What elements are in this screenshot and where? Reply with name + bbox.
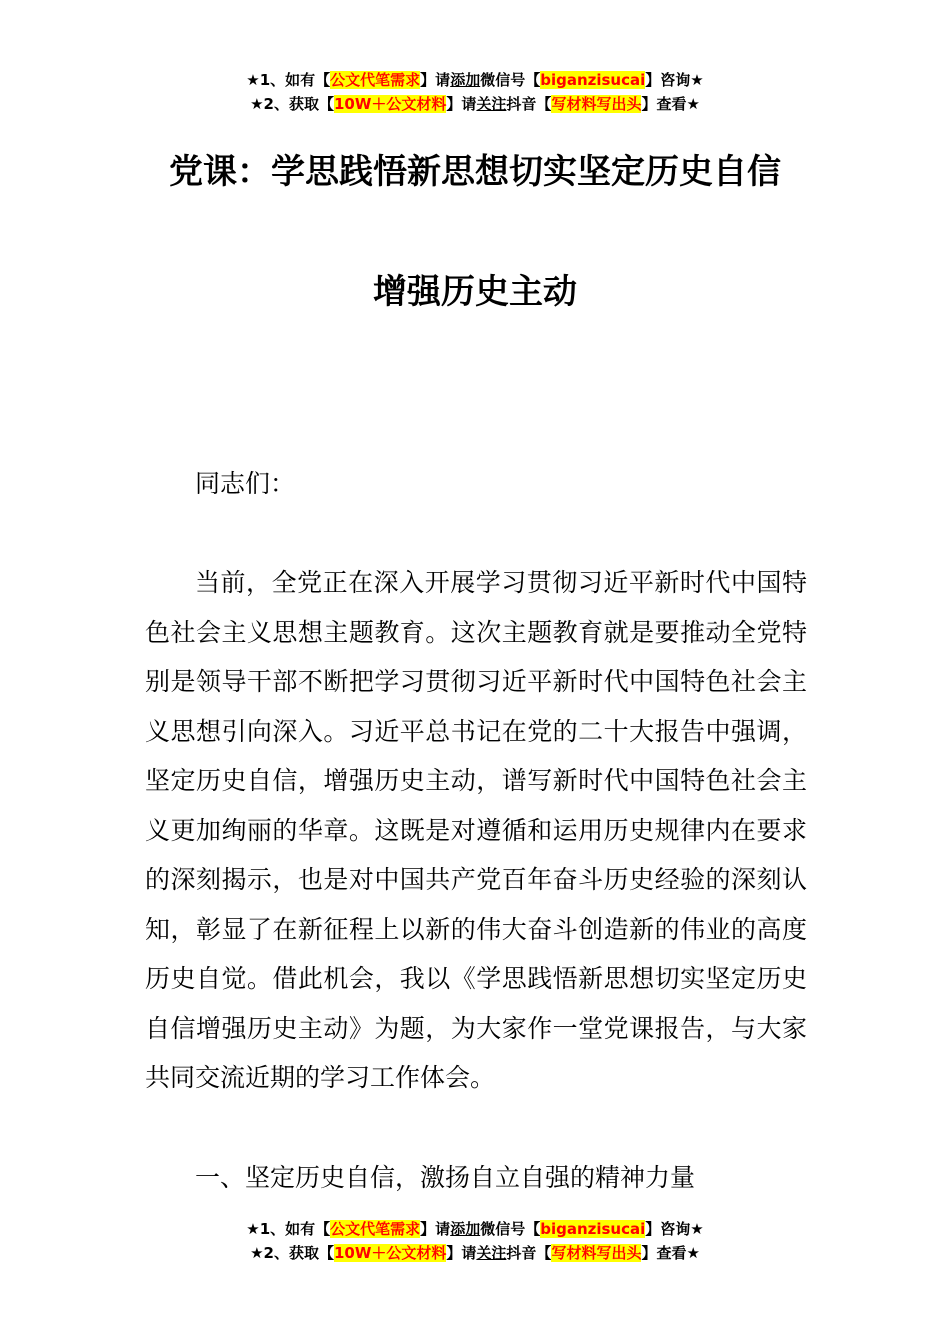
footer-notice <box>0 1217 950 1265</box>
highlight-materials: 10W＋公文材料 <box>333 95 447 113</box>
document-title-line-1: 党课：学思践悟新思想切实坚定历史自信 <box>169 152 781 192</box>
notice-line-2: ★2、获取【10W＋公文材料】请关注抖音【写材料写出头】查看★ <box>250 1244 700 1262</box>
greeting: 同志们： <box>195 469 296 498</box>
document-title-line-2: 增强历史主动 <box>373 272 577 312</box>
header-notice <box>0 68 950 116</box>
highlight-douyin-account: 写材料写出头 <box>551 1244 642 1262</box>
highlight-service: 公文代笔需求 <box>330 71 421 89</box>
highlight-wechat-id: biganzisucai <box>540 71 646 89</box>
notice-line-2: ★2、获取【10W＋公文材料】请关注抖音【写材料写出头】查看★ <box>250 95 700 113</box>
section-heading: 一、坚定历史自信，激扬自立自强的精神力量 <box>195 1163 696 1192</box>
highlight-wechat-id: biganzisucai <box>540 1220 646 1238</box>
highlight-douyin-account: 写材料写出头 <box>551 95 642 113</box>
notice-line-1: ★1、如有【公文代笔需求】请添加微信号【biganzisucai】咨询★ <box>246 1220 704 1238</box>
highlight-materials: 10W＋公文材料 <box>333 1244 447 1262</box>
body-paragraph: 当前，全党正在深入开展学习贯彻习近平新时代中国特色社会主义思想主题教育。这次主题教育就是要推动全党特别是领导干部不断把学习贯彻习近平新时代中国特色社会主义思想引向深入。习近平总书记在党的二十大报告中强调，坚定历史自信，增强历史主动，谱写新时代中国特色社会主义更加绚丽的华章。这既是对遵循和运用历史规律内在要求的深刻揭示，也是对中国共产党百年奋斗历史经验的深刻认知，彰显了在新征程上以新的伟大奋斗创造新的伟业的高度历史自觉。借此机会，我以《学思践悟新思想切实坚定历史自信增强历史主动》为题，为大家作一堂党课报告，与大家共同交流近期的学习工作体会。 <box>145 568 807 1092</box>
notice-line-1: ★1、如有【公文代笔需求】请添加微信号【biganzisucai】咨询★ <box>246 71 704 89</box>
highlight-service: 公文代笔需求 <box>330 1220 421 1238</box>
